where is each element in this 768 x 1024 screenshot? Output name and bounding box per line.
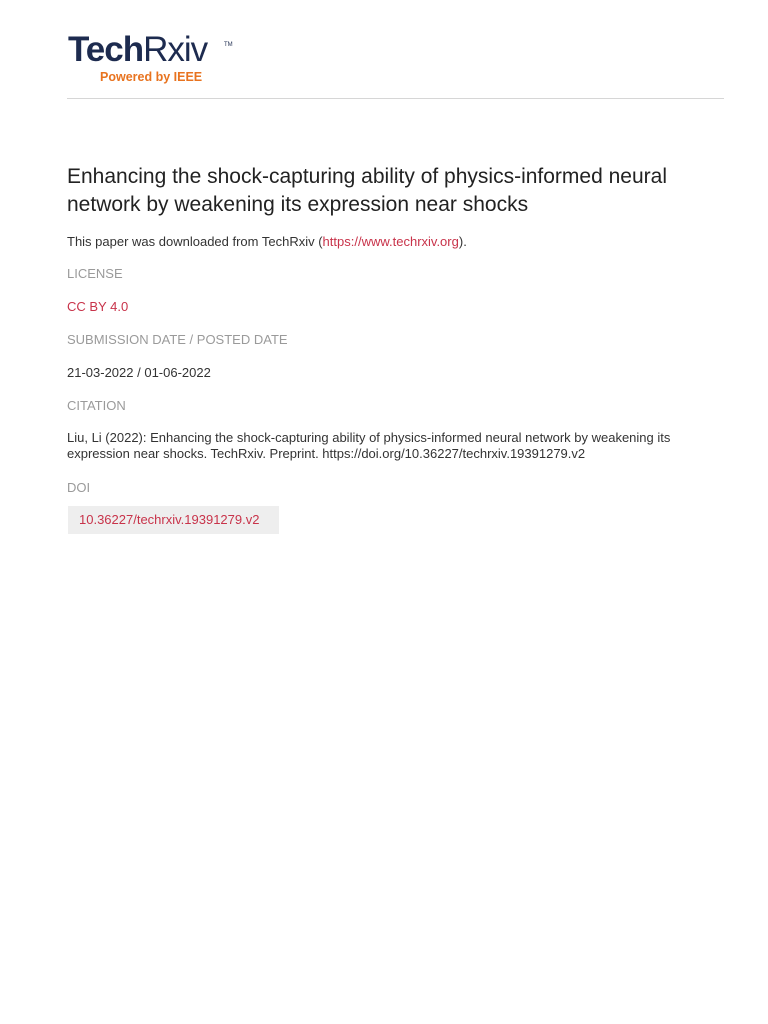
paper-title: Enhancing the shock-capturing ability of physics-informed neural network by weakening its expression near shocks [67,165,667,216]
download-notice [67,234,467,250]
citation-label: CITATION [67,398,126,413]
logo-tagline: Powered by IEEE [100,70,203,84]
techrxiv-link[interactable]: https://www.techrxiv.org [322,234,459,249]
header-divider [67,98,724,99]
download-notice-suffix: ). [458,234,467,249]
license-label: LICENSE [67,266,123,281]
logo-tech-text: Tech [68,30,144,69]
dates-value: 21-03-2022 / 01-06-2022 [67,365,211,380]
dates-label: SUBMISSION DATE / POSTED DATE [67,332,288,347]
citation-text: Liu, Li (2022): Enhancing the shock-capturing ability of physics-informed neural network by weakening its expression near shocks. TechRxiv. Preprint. https://doi.org/10.36227/techrxiv.19391279.v2 [67,430,671,461]
techrxiv-logo [68,30,238,88]
doi-label: DOI [67,480,91,495]
doi-link[interactable]: 10.36227/techrxiv.19391279.v2 [79,512,260,527]
license-link[interactable]: CC BY 4.0 [67,299,129,314]
logo-rxiv-text: Rxiv [143,30,208,69]
download-notice-prefix: This paper was downloaded from TechRxiv ( [67,234,323,249]
logo-trademark: TM [224,42,233,48]
doi-badge [68,506,279,534]
logo-wordmark [68,30,207,70]
